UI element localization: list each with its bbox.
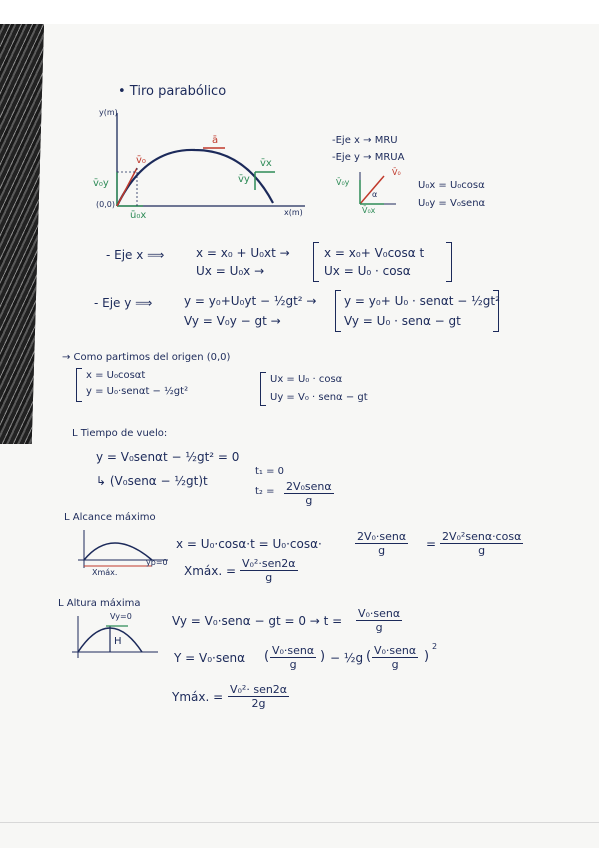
- decomp-uy: U₀y = V₀senα: [418, 198, 486, 209]
- origen-result1: Ux = U₀ · cosα: [270, 374, 343, 385]
- eje-x-result2: Ux = U₀ · cosα: [324, 264, 411, 278]
- eje-x-label: - Eje x ⟹: [106, 248, 165, 262]
- altura-eq2b: − ½g: [330, 651, 364, 665]
- origen-bracket-right-group: [260, 372, 266, 406]
- eje-y-line2: Vy = V₀y − gt →: [184, 314, 281, 328]
- page-top-edge: [0, 0, 599, 24]
- altura-ymax: Ymáx. =: [172, 690, 224, 704]
- fraction-numerator: V₀·senα: [358, 607, 401, 620]
- tiempo-t2-fraction: [284, 480, 334, 507]
- paren-close: ): [424, 649, 430, 664]
- fraction-denominator: g: [265, 571, 273, 584]
- eje-y-line1: y = y₀+U₀yt − ½gt² →: [184, 294, 317, 308]
- fraction-numerator: V₀²· sen2α: [230, 683, 288, 696]
- alcance-frac1: [355, 530, 408, 557]
- eje-y-bracket-right: [493, 290, 499, 332]
- origen-intro: → Como partimos del origen (0,0): [62, 352, 231, 363]
- alcance-xmax: Xmáx. =: [184, 564, 237, 578]
- diagram-ylabel: y(m): [99, 108, 118, 117]
- altura-eq2-frac1: [270, 644, 316, 671]
- eje-x-line1: x = x₀ + U₀xt →: [196, 246, 290, 260]
- vector-v0: V̄₀: [392, 168, 401, 177]
- origen-line2: y = U₀·senαt − ½gt²: [86, 386, 189, 397]
- fraction-denominator: g: [305, 494, 313, 507]
- fraction-denominator: g: [378, 544, 386, 557]
- fraction-denominator: g: [478, 544, 486, 557]
- altura-eq2-frac2: [372, 644, 418, 671]
- eje-x-result1: x = x₀+ V₀cosα t: [324, 246, 425, 260]
- fraction-denominator: 2g: [251, 697, 266, 710]
- tiempo-heading: L Tiempo de vuelo:: [72, 428, 168, 439]
- altura-ymax-frac: [228, 683, 289, 710]
- fraction-numerator: V₀·senα: [374, 644, 417, 657]
- origen-bracket-left: [76, 368, 82, 402]
- origen-line1: x = U₀cosαt: [86, 370, 146, 381]
- fur-background: [0, 24, 44, 444]
- altura-square: 2: [432, 642, 438, 651]
- diagram-v0: v̄₀: [136, 155, 146, 166]
- alcance-frac2: [440, 530, 523, 557]
- paren-open: (: [264, 649, 270, 664]
- decomp-ux: U₀x = U₀cosα: [418, 180, 485, 191]
- eje-x-line2: Ux = U₀x →: [196, 264, 265, 278]
- diagram-v0x: ū₀x: [130, 210, 147, 221]
- alcance-yp0: yp=0: [146, 558, 168, 567]
- diagram-origin: (0,0): [96, 200, 115, 209]
- note-axis-x: -Eje x → MRU: [332, 135, 398, 146]
- page-title: • Tiro parabólico: [118, 84, 227, 99]
- fraction-denominator: g: [289, 658, 297, 671]
- alcance-diagram-label: Xmáx.: [92, 568, 118, 577]
- eje-y-result1: y = y₀+ U₀ · senαt − ½gt²: [344, 294, 500, 308]
- tiempo-eq1: y = V₀senαt − ½gt² = 0: [96, 450, 240, 464]
- fraction-numerator: 2V₀senα: [286, 480, 332, 493]
- diagram-xlabel: x(m): [284, 208, 303, 217]
- fraction-numerator: V₀²·sen2α: [242, 557, 296, 570]
- paren-close: ): [320, 649, 326, 664]
- alcance-eq-mid: =: [426, 537, 437, 551]
- eje-y-bracket-left: [335, 290, 341, 332]
- altura-eq1: Vy = V₀·senα − gt = 0 → t =: [172, 614, 343, 628]
- fraction-denominator: g: [375, 621, 383, 634]
- altura-heading: L Altura máxima: [58, 598, 141, 609]
- origen-result2: Uy = V₀ · senα − gt: [270, 392, 368, 403]
- diagram-vy: v̄y: [238, 174, 250, 185]
- altura-h: H: [114, 636, 122, 647]
- eje-x-bracket-right: [446, 242, 452, 282]
- diagram-vx: v̄x: [260, 158, 272, 169]
- eje-x-bracket-left: [313, 242, 319, 282]
- fraction-denominator: g: [391, 658, 399, 671]
- paren-open: (: [366, 649, 372, 664]
- tiempo-t2: t₂ =: [255, 486, 275, 497]
- vector-v0x: V̄₀x: [362, 206, 376, 215]
- diagram-v0y: v̄₀y: [93, 178, 109, 189]
- diagram-a: ā: [212, 135, 219, 146]
- altura-eq1-frac: [356, 607, 402, 634]
- eje-y-result2: Vy = U₀ · senα − gt: [344, 314, 461, 328]
- fraction-numerator: 2V₀²senα·cosα: [442, 530, 522, 543]
- vector-v0y: V̄₀y: [336, 178, 350, 187]
- tiempo-eq2: ↳ (V₀senα − ½gt)t: [96, 474, 208, 488]
- alcance-xmax-frac: [240, 557, 298, 584]
- fraction-numerator: 2V₀·senα: [357, 530, 407, 543]
- page-bottom-edge: [0, 822, 599, 823]
- note-axis-y: -Eje y → MRUA: [332, 152, 405, 163]
- alcance-eq: x = U₀·cosα·t = U₀·cosα·: [176, 537, 322, 551]
- alcance-heading: L Alcance máximo: [64, 512, 156, 523]
- altura-vy0: Vy=0: [110, 612, 132, 621]
- fraction-numerator: V₀·senα: [272, 644, 315, 657]
- eje-y-label: - Eje y ⟹: [94, 296, 153, 310]
- tiempo-t1: t₁ = 0: [255, 466, 285, 477]
- vector-alpha: α: [372, 190, 378, 199]
- altura-eq2a: Y = V₀·senα: [174, 651, 245, 665]
